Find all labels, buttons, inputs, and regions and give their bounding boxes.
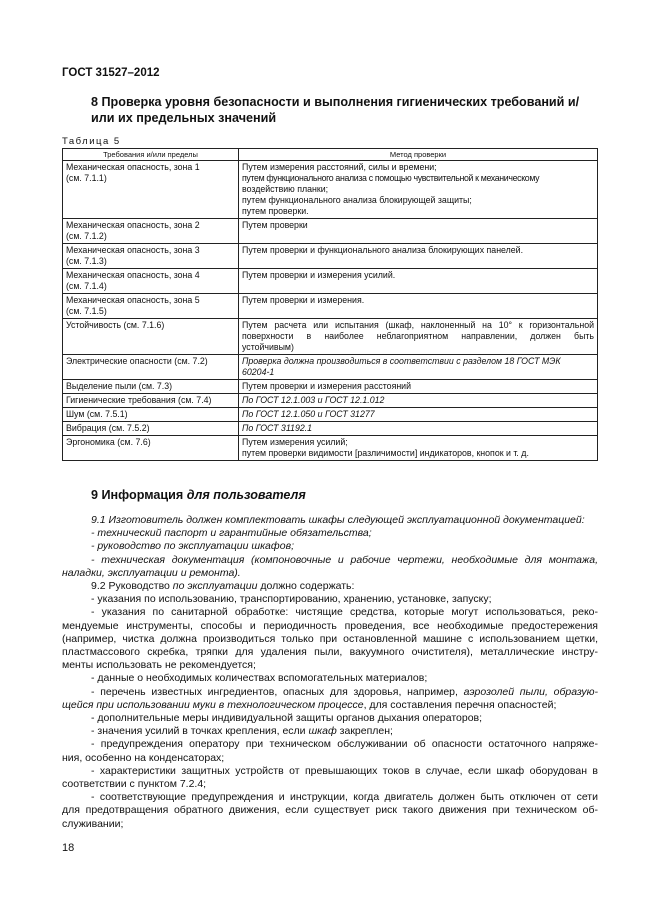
method-cell (239, 380, 598, 394)
requirement-cell (63, 244, 239, 269)
requirement-cell (63, 394, 239, 408)
text-run-italic: щейся при использовании муки в технологическом процессе (62, 698, 364, 711)
cell-line: Механическая опасность, зона 5 (66, 295, 200, 305)
text-run: - перечень известных ингредиентов, опасных для здоровья, например, (91, 685, 464, 698)
list-item-continuation: (например, чистка должна производиться только при остановленной машине с использованием щетки, (62, 632, 598, 645)
table-row (63, 436, 598, 461)
cell-line: (см. 7.1.4) (66, 281, 107, 291)
cell-line: Эргономика (см. 7.6) (66, 437, 151, 447)
list-item: - технический паспорт и гарантийные обязательства; (91, 527, 372, 540)
method-cell (239, 436, 598, 461)
table-row (63, 269, 598, 294)
cell-line: Путем измерения расстояний, силы и времени; (242, 162, 437, 172)
table-row (63, 319, 598, 355)
cell-line: (см. 7.1.3) (66, 256, 107, 266)
text-run-italic: аэрозолей пыли, образую- (463, 685, 598, 698)
cell-line: 60204-1 (242, 367, 275, 377)
text-run: должно содержать: (257, 580, 355, 593)
cell-line: путем проверки видимости [различимости] индикаторов, кнопок и т. д. (242, 448, 529, 458)
requirement-cell (63, 219, 239, 244)
text-run: 9.2 Руководство (91, 580, 173, 593)
section-9-title (91, 488, 306, 502)
list-item (62, 725, 598, 738)
table-row (63, 161, 598, 219)
text-run-italic: шкаф (308, 725, 337, 738)
table-row (63, 244, 598, 269)
method-cell (239, 319, 598, 355)
list-item: - предупреждения оператору при техническом обслуживании об опасности остаточного напряже- (91, 738, 598, 751)
list-item (62, 686, 598, 699)
cell-line: Путем проверки и измерения усилий. (242, 270, 396, 280)
cell-line: (см. 7.1.5) (66, 306, 107, 316)
list-item: - данные о необходимых количествах вспомогательных материалов; (91, 672, 428, 685)
list-item-continuation: соответствии с пунктом 7.2.4; (62, 778, 207, 791)
cell-line: Путем проверки и функционального анализа блокирующих панелей. (242, 245, 524, 255)
list-item: - соответствующие предупреждения и инструкции, когда двигатель должен быть отключен от сети (91, 791, 598, 804)
cell-line: Механическая опасность, зона 2 (66, 220, 200, 230)
section-9-title-italic: для пользователя (186, 488, 306, 502)
cell-line: путем функционального анализа с помощью чувствительной к механическому (242, 173, 540, 183)
list-item-continuation (62, 699, 598, 712)
requirement-cell (63, 436, 239, 461)
method-cell (239, 355, 598, 380)
section-9-title-number: 9 Информация (91, 488, 187, 502)
method-cell (239, 269, 598, 294)
list-item-continuation: служивании; (62, 817, 124, 830)
requirement-cell (63, 422, 239, 436)
method-cell (239, 422, 598, 436)
text-run: , для составления перечня опасностей; (363, 698, 557, 711)
requirement-cell (63, 380, 239, 394)
cell-line: Электрические опасности (см. 7.2) (66, 356, 208, 366)
list-item: - техническая документация (компоновочные и рабочие чертежи, необходимые для монтажа, (91, 553, 598, 566)
cell-line: путем функционального анализа блокирующей защиты; (242, 195, 472, 205)
list-item: - указания по санитарной обработке: чистящие средства, которые могут использоваться, реко- (91, 606, 598, 619)
page-number: 18 (62, 842, 75, 854)
table-row (63, 408, 598, 422)
cell-line: По ГОСТ 12.1.003 и ГОСТ 12.1.012 (242, 395, 385, 405)
cell-line: путем проверки. (242, 206, 309, 216)
cell-line: Механическая опасность, зона 1 (66, 162, 200, 172)
cell-line: Устойчивость (см. 7.1.6) (66, 320, 165, 330)
method-cell (239, 219, 598, 244)
cell-line: Вибрация (см. 7.5.2) (66, 423, 150, 433)
list-item-continuation: ния, особенно на конденсаторах; (62, 751, 225, 764)
table-header-row (63, 149, 598, 161)
section-8-title: 8 Проверка уровня безопасности и выполнения гигиенических требований и/или их предельных значений (91, 95, 580, 125)
requirement-cell (63, 161, 239, 219)
text-run: закреплен; (336, 725, 393, 738)
requirement-cell (63, 294, 239, 319)
cell-line: Путем проверки и измерения расстояний (242, 381, 412, 391)
table-caption: Таблица 5 (62, 136, 121, 147)
table-row (63, 219, 598, 244)
section-9-body (62, 514, 598, 831)
requirement-cell (63, 319, 239, 355)
text-run: - значения усилий в точках крепления, если (91, 725, 309, 738)
table-row (63, 394, 598, 408)
cell-line: поверхности в наиболее неблагоприятном направлении, должен быть (242, 331, 594, 341)
cell-line: По ГОСТ 12.1.050 и ГОСТ 31277 (242, 409, 375, 419)
cell-line: Путем измерения усилий; (242, 437, 348, 447)
list-item-continuation: менты использовать не рекомендуется; (62, 659, 256, 672)
requirement-cell (63, 355, 239, 380)
cell-line: По ГОСТ 31192.1 (242, 423, 313, 433)
table-row (63, 355, 598, 380)
table-5 (62, 148, 598, 461)
cell-line: Путем расчета или испытания (шкаф, наклоненный на 10° к горизонтальной (242, 320, 594, 330)
text-run-italic: по эксплуатации (172, 580, 258, 593)
table-row (63, 380, 598, 394)
cell-line: (см. 7.1.2) (66, 231, 107, 241)
paragraph: 9.1 Изготовитель должен комплектовать шкафы следующей эксплуатационной документацией: (91, 514, 585, 526)
cell-line: Путем проверки (242, 220, 308, 230)
list-item: - характеристики защитных устройств от превышающих токов в случае, если шкаф оборудован в (91, 764, 598, 777)
method-cell (239, 394, 598, 408)
requirement-cell (63, 408, 239, 422)
paragraph (62, 580, 598, 593)
cell-line: (см. 7.1.1) (66, 173, 107, 183)
table-row (63, 422, 598, 436)
list-item-continuation: мендуемые инструменты, способы и периодичность проведения, все необходимые предостережения (62, 619, 598, 632)
list-item-continuation: пластмассового скребка, тряпки для удаления пыли, вакуумного очистителя), металлические инстру- (62, 646, 598, 659)
cell-line: Механическая опасность, зона 4 (66, 270, 200, 280)
method-cell (239, 408, 598, 422)
list-item: - указания по использованию, транспортированию, хранению, установке, запуску; (91, 593, 492, 606)
method-cell (239, 244, 598, 269)
cell-line: Проверка должна производиться в соответствии с разделом 18 ГОСТ МЭК (242, 356, 561, 366)
column-header-method: Метод проверки (239, 149, 598, 161)
cell-line: Гигиенические требования (см. 7.4) (66, 395, 212, 405)
method-cell (239, 161, 598, 219)
list-item-continuation: наладки, эксплуатации и ремонта). (62, 566, 241, 579)
cell-line: Шум (см. 7.5.1) (66, 409, 128, 419)
list-item-continuation: для предотвращения обратного движения, если существует риск такого движения при техническом об- (62, 804, 598, 817)
document-header: ГОСТ 31527–2012 (62, 67, 160, 79)
requirement-cell (63, 269, 239, 294)
table-row (63, 294, 598, 319)
cell-line: Путем проверки и измерения. (242, 295, 365, 305)
list-item: - руководство по эксплуатации шкафов; (91, 540, 295, 553)
method-cell (239, 294, 598, 319)
cell-line: Выделение пыли (см. 7.3) (66, 381, 173, 391)
cell-line: воздействию планки; (242, 184, 329, 194)
column-header-requirements: Требования и/или пределы (63, 149, 239, 161)
list-item: - дополнительные меры индивидуальной защиты органов дыхания операторов; (91, 712, 483, 725)
cell-line: устойчивым) (242, 342, 294, 352)
cell-line: Механическая опасность, зона 3 (66, 245, 200, 255)
